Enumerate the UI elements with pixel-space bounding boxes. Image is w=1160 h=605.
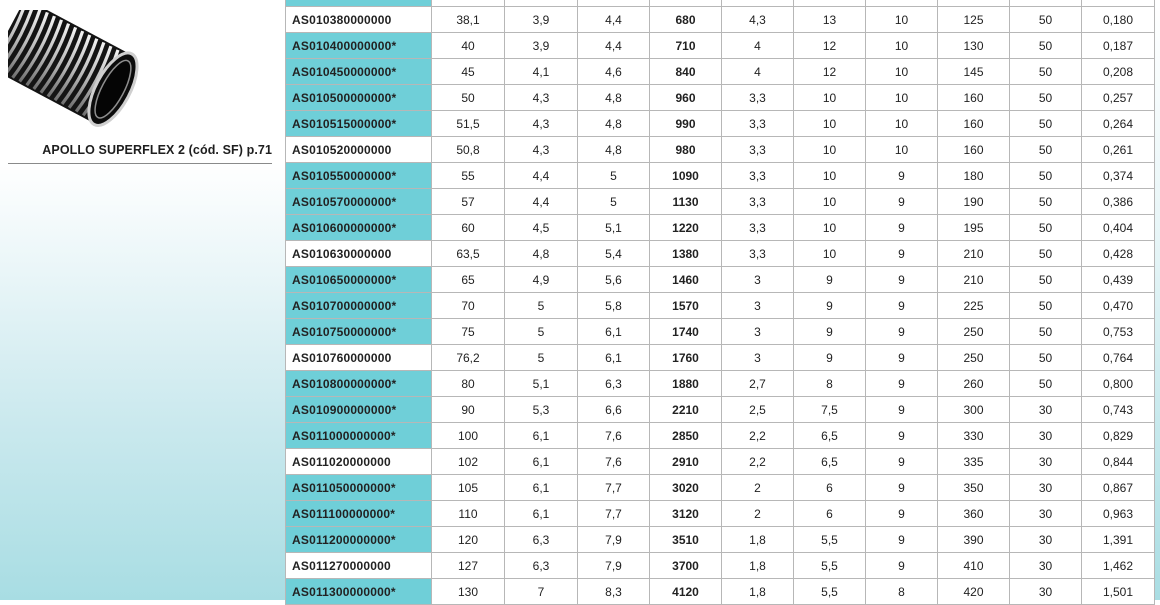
value-cell: 0,867 bbox=[1082, 475, 1155, 501]
value-cell: 2910 bbox=[650, 449, 722, 475]
value-cell: 0,844 bbox=[1082, 449, 1155, 475]
value-cell: 130 bbox=[432, 579, 505, 605]
value-cell: 8 bbox=[794, 371, 866, 397]
value-cell: 75 bbox=[432, 319, 505, 345]
value-cell: 6,1 bbox=[505, 423, 578, 449]
value-cell: 105 bbox=[432, 475, 505, 501]
value-cell: 10 bbox=[794, 137, 866, 163]
value-cell: 9 bbox=[866, 553, 938, 579]
value-cell: 7,7 bbox=[578, 501, 650, 527]
value-cell: 30 bbox=[1010, 449, 1082, 475]
value-cell: 190 bbox=[938, 189, 1010, 215]
table-row bbox=[286, 189, 1155, 215]
value-cell: 960 bbox=[650, 85, 722, 111]
value-cell: 7,9 bbox=[578, 553, 650, 579]
value-cell: 9 bbox=[866, 501, 938, 527]
value-cell: 10 bbox=[866, 33, 938, 59]
value-cell: 10 bbox=[794, 111, 866, 137]
value-cell: 50 bbox=[1010, 319, 1082, 345]
value-cell: 3700 bbox=[650, 553, 722, 579]
value-cell: 50,8 bbox=[432, 137, 505, 163]
value-cell: 50 bbox=[1010, 85, 1082, 111]
value-cell: 10 bbox=[866, 85, 938, 111]
table-row bbox=[286, 501, 1155, 527]
value-cell: 9 bbox=[866, 319, 938, 345]
value-cell: 2,2 bbox=[722, 449, 794, 475]
value-cell: 1760 bbox=[650, 345, 722, 371]
value-cell: 50 bbox=[1010, 293, 1082, 319]
value-cell: 3,3 bbox=[722, 111, 794, 137]
value-cell: 4,9 bbox=[505, 267, 578, 293]
value-cell: 3,9 bbox=[505, 33, 578, 59]
value-cell: 2 bbox=[722, 501, 794, 527]
value-cell: 9 bbox=[866, 371, 938, 397]
table-row bbox=[286, 579, 1155, 605]
value-cell: 5,1 bbox=[505, 371, 578, 397]
value-cell: 3,9 bbox=[505, 7, 578, 33]
value-cell: 5,5 bbox=[794, 553, 866, 579]
table-row bbox=[286, 7, 1155, 33]
value-cell: 45 bbox=[432, 59, 505, 85]
table-row bbox=[286, 423, 1155, 449]
value-cell: 50 bbox=[1010, 137, 1082, 163]
value-cell: 260 bbox=[938, 371, 1010, 397]
value-cell: 1380 bbox=[650, 241, 722, 267]
value-cell: 0,404 bbox=[1082, 215, 1155, 241]
value-cell: 160 bbox=[938, 111, 1010, 137]
value-cell: 350 bbox=[938, 475, 1010, 501]
table-row bbox=[286, 397, 1155, 423]
value-cell: 102 bbox=[432, 449, 505, 475]
value-cell: 2210 bbox=[650, 397, 722, 423]
value-cell: 160 bbox=[938, 85, 1010, 111]
value-cell: 110 bbox=[432, 501, 505, 527]
value-cell: 0,187 bbox=[1082, 33, 1155, 59]
product-caption: APOLLO SUPERFLEX 2 (cód. SF) p.71 bbox=[8, 143, 272, 164]
value-cell: 4,3 bbox=[505, 137, 578, 163]
value-cell: 12 bbox=[794, 59, 866, 85]
value-cell: 0,470 bbox=[1082, 293, 1155, 319]
table-row bbox=[286, 319, 1155, 345]
value-cell: 335 bbox=[938, 449, 1010, 475]
value-cell: 10 bbox=[866, 7, 938, 33]
value-cell: 7,5 bbox=[794, 397, 866, 423]
value-cell: 30 bbox=[1010, 397, 1082, 423]
product-code-cell: AS010550000000* bbox=[286, 163, 432, 189]
value-cell: 5 bbox=[578, 163, 650, 189]
product-code-cell: AS011300000000* bbox=[286, 579, 432, 605]
value-cell: 390 bbox=[938, 527, 1010, 553]
value-cell: 1,8 bbox=[722, 579, 794, 605]
value-cell: 710 bbox=[650, 33, 722, 59]
product-code-cell: AS010900000000* bbox=[286, 397, 432, 423]
value-cell: 5,4 bbox=[578, 241, 650, 267]
product-code-cell: AS011050000000* bbox=[286, 475, 432, 501]
table-row bbox=[286, 215, 1155, 241]
table-row bbox=[286, 345, 1155, 371]
value-cell: 3 bbox=[722, 345, 794, 371]
value-cell: 195 bbox=[938, 215, 1010, 241]
product-code-cell: AS010800000000* bbox=[286, 371, 432, 397]
product-code-cell: AS010520000000 bbox=[286, 137, 432, 163]
product-code-cell: AS011270000000 bbox=[286, 553, 432, 579]
value-cell: 4,3 bbox=[505, 111, 578, 137]
value-cell: 127 bbox=[432, 553, 505, 579]
value-cell: 3510 bbox=[650, 527, 722, 553]
value-cell: 9 bbox=[866, 475, 938, 501]
value-cell: 6,1 bbox=[578, 345, 650, 371]
product-code-cell: AS010450000000* bbox=[286, 59, 432, 85]
table-row bbox=[286, 293, 1155, 319]
value-cell: 360 bbox=[938, 501, 1010, 527]
value-cell: 6,1 bbox=[505, 475, 578, 501]
value-cell: 3,3 bbox=[722, 215, 794, 241]
value-cell: 5,6 bbox=[578, 267, 650, 293]
value-cell: 9 bbox=[866, 397, 938, 423]
table-row bbox=[286, 449, 1155, 475]
value-cell: 10 bbox=[866, 59, 938, 85]
product-code-cell: AS010650000000* bbox=[286, 267, 432, 293]
value-cell: 50 bbox=[1010, 241, 1082, 267]
value-cell: 10 bbox=[794, 241, 866, 267]
value-cell: 6 bbox=[794, 501, 866, 527]
value-cell: 30 bbox=[1010, 501, 1082, 527]
value-cell: 10 bbox=[866, 137, 938, 163]
value-cell: 1,8 bbox=[722, 553, 794, 579]
corrugated-hose-icon bbox=[8, 10, 143, 128]
value-cell: 1,391 bbox=[1082, 527, 1155, 553]
value-cell: 250 bbox=[938, 345, 1010, 371]
value-cell: 9 bbox=[866, 189, 938, 215]
value-cell: 2,7 bbox=[722, 371, 794, 397]
value-cell: 0,753 bbox=[1082, 319, 1155, 345]
product-code-cell: AS011100000000* bbox=[286, 501, 432, 527]
value-cell: 9 bbox=[866, 241, 938, 267]
value-cell: 1090 bbox=[650, 163, 722, 189]
value-cell: 9 bbox=[866, 293, 938, 319]
value-cell: 50 bbox=[1010, 111, 1082, 137]
value-cell: 1570 bbox=[650, 293, 722, 319]
value-cell: 8 bbox=[866, 579, 938, 605]
value-cell: 2,2 bbox=[722, 423, 794, 449]
value-cell: 7,6 bbox=[578, 449, 650, 475]
value-cell: 5,8 bbox=[578, 293, 650, 319]
value-cell: 160 bbox=[938, 137, 1010, 163]
value-cell: 51,5 bbox=[432, 111, 505, 137]
value-cell: 3 bbox=[722, 267, 794, 293]
value-cell: 250 bbox=[938, 319, 1010, 345]
value-cell: 0,743 bbox=[1082, 397, 1155, 423]
value-cell: 10 bbox=[866, 111, 938, 137]
value-cell: 5,3 bbox=[505, 397, 578, 423]
table-row bbox=[286, 553, 1155, 579]
value-cell: 3,3 bbox=[722, 85, 794, 111]
value-cell: 4,4 bbox=[578, 7, 650, 33]
value-cell: 50 bbox=[1010, 345, 1082, 371]
value-cell: 10 bbox=[794, 215, 866, 241]
value-cell: 9 bbox=[794, 319, 866, 345]
table-row bbox=[286, 527, 1155, 553]
value-cell: 4,8 bbox=[578, 111, 650, 137]
value-cell: 30 bbox=[1010, 423, 1082, 449]
value-cell: 5 bbox=[505, 345, 578, 371]
value-cell: 0,257 bbox=[1082, 85, 1155, 111]
value-cell: 2,5 bbox=[722, 397, 794, 423]
value-cell: 125 bbox=[938, 7, 1010, 33]
value-cell: 9 bbox=[866, 449, 938, 475]
product-code-cell: AS010500000000* bbox=[286, 85, 432, 111]
product-code-cell: AS010570000000* bbox=[286, 189, 432, 215]
value-cell: 0,374 bbox=[1082, 163, 1155, 189]
product-panel bbox=[0, 0, 285, 600]
value-cell: 50 bbox=[1010, 267, 1082, 293]
value-cell: 6 bbox=[794, 475, 866, 501]
value-cell: 9 bbox=[866, 423, 938, 449]
value-cell: 50 bbox=[1010, 163, 1082, 189]
value-cell: 1,8 bbox=[722, 527, 794, 553]
value-cell: 0,264 bbox=[1082, 111, 1155, 137]
value-cell: 5,5 bbox=[794, 527, 866, 553]
value-cell: 65 bbox=[432, 267, 505, 293]
value-cell: 0,386 bbox=[1082, 189, 1155, 215]
value-cell: 1130 bbox=[650, 189, 722, 215]
value-cell: 9 bbox=[866, 267, 938, 293]
value-cell: 9 bbox=[866, 163, 938, 189]
value-cell: 145 bbox=[938, 59, 1010, 85]
value-cell: 57 bbox=[432, 189, 505, 215]
value-cell: 9 bbox=[866, 345, 938, 371]
value-cell: 30 bbox=[1010, 527, 1082, 553]
value-cell: 5,5 bbox=[794, 579, 866, 605]
value-cell: 6,3 bbox=[578, 371, 650, 397]
value-cell: 0,261 bbox=[1082, 137, 1155, 163]
value-cell: 10 bbox=[794, 85, 866, 111]
value-cell: 7,9 bbox=[578, 527, 650, 553]
table-row bbox=[286, 59, 1155, 85]
product-code-cell: AS010760000000 bbox=[286, 345, 432, 371]
value-cell: 1,501 bbox=[1082, 579, 1155, 605]
value-cell: 7,6 bbox=[578, 423, 650, 449]
value-cell: 4 bbox=[722, 33, 794, 59]
value-cell: 6,1 bbox=[505, 449, 578, 475]
value-cell: 6,3 bbox=[505, 553, 578, 579]
value-cell: 55 bbox=[432, 163, 505, 189]
value-cell: 420 bbox=[938, 579, 1010, 605]
value-cell: 5,1 bbox=[578, 215, 650, 241]
value-cell: 3120 bbox=[650, 501, 722, 527]
value-cell: 9 bbox=[794, 267, 866, 293]
value-cell: 330 bbox=[938, 423, 1010, 449]
value-cell: 7,7 bbox=[578, 475, 650, 501]
value-cell: 3 bbox=[722, 293, 794, 319]
spec-table-container bbox=[285, 0, 1154, 605]
product-code-cell: AS010515000000* bbox=[286, 111, 432, 137]
spec-table-body bbox=[286, 0, 1155, 605]
value-cell: 3 bbox=[722, 319, 794, 345]
value-cell: 0,208 bbox=[1082, 59, 1155, 85]
product-code-cell: AS011200000000* bbox=[286, 527, 432, 553]
value-cell: 90 bbox=[432, 397, 505, 423]
product-code-cell: AS010600000000* bbox=[286, 215, 432, 241]
value-cell: 30 bbox=[1010, 579, 1082, 605]
table-row bbox=[286, 267, 1155, 293]
table-row bbox=[286, 111, 1155, 137]
value-cell: 4,4 bbox=[578, 33, 650, 59]
table-row bbox=[286, 241, 1155, 267]
value-cell: 8,3 bbox=[578, 579, 650, 605]
value-cell: 5 bbox=[505, 319, 578, 345]
value-cell: 3,3 bbox=[722, 163, 794, 189]
value-cell: 0,963 bbox=[1082, 501, 1155, 527]
value-cell: 50 bbox=[1010, 33, 1082, 59]
value-cell: 0,829 bbox=[1082, 423, 1155, 449]
product-code-cell: AS011000000000* bbox=[286, 423, 432, 449]
value-cell: 9 bbox=[794, 345, 866, 371]
table-row bbox=[286, 163, 1155, 189]
value-cell: 2 bbox=[722, 475, 794, 501]
product-code-cell: AS010630000000 bbox=[286, 241, 432, 267]
product-code-cell: AS010750000000* bbox=[286, 319, 432, 345]
value-cell: 3020 bbox=[650, 475, 722, 501]
value-cell: 130 bbox=[938, 33, 1010, 59]
value-cell: 5 bbox=[578, 189, 650, 215]
value-cell: 990 bbox=[650, 111, 722, 137]
product-code-cell: AS010400000000* bbox=[286, 33, 432, 59]
value-cell: 4,3 bbox=[505, 85, 578, 111]
value-cell: 80 bbox=[432, 371, 505, 397]
table-row bbox=[286, 137, 1155, 163]
value-cell: 4120 bbox=[650, 579, 722, 605]
value-cell: 9 bbox=[794, 293, 866, 319]
value-cell: 0,428 bbox=[1082, 241, 1155, 267]
value-cell: 4,4 bbox=[505, 163, 578, 189]
value-cell: 76,2 bbox=[432, 345, 505, 371]
value-cell: 6,5 bbox=[794, 423, 866, 449]
value-cell: 180 bbox=[938, 163, 1010, 189]
value-cell: 210 bbox=[938, 241, 1010, 267]
value-cell: 4,5 bbox=[505, 215, 578, 241]
value-cell: 4,8 bbox=[578, 137, 650, 163]
value-cell: 70 bbox=[432, 293, 505, 319]
value-cell: 12 bbox=[794, 33, 866, 59]
value-cell: 2850 bbox=[650, 423, 722, 449]
value-cell: 63,5 bbox=[432, 241, 505, 267]
value-cell: 6,6 bbox=[578, 397, 650, 423]
value-cell: 50 bbox=[1010, 7, 1082, 33]
value-cell: 1880 bbox=[650, 371, 722, 397]
value-cell: 1220 bbox=[650, 215, 722, 241]
value-cell: 10 bbox=[794, 163, 866, 189]
value-cell: 120 bbox=[432, 527, 505, 553]
value-cell: 4,6 bbox=[578, 59, 650, 85]
value-cell: 3,3 bbox=[722, 137, 794, 163]
product-code-cell: AS010380000000 bbox=[286, 7, 432, 33]
table-row bbox=[286, 475, 1155, 501]
value-cell: 6,1 bbox=[505, 501, 578, 527]
value-cell: 50 bbox=[1010, 371, 1082, 397]
value-cell: 40 bbox=[432, 33, 505, 59]
value-cell: 50 bbox=[1010, 59, 1082, 85]
value-cell: 300 bbox=[938, 397, 1010, 423]
value-cell: 50 bbox=[1010, 189, 1082, 215]
value-cell: 225 bbox=[938, 293, 1010, 319]
value-cell: 4,8 bbox=[578, 85, 650, 111]
value-cell: 0,764 bbox=[1082, 345, 1155, 371]
value-cell: 1,462 bbox=[1082, 553, 1155, 579]
value-cell: 6,3 bbox=[505, 527, 578, 553]
spec-table bbox=[285, 0, 1155, 605]
value-cell: 1740 bbox=[650, 319, 722, 345]
value-cell: 7 bbox=[505, 579, 578, 605]
value-cell: 980 bbox=[650, 137, 722, 163]
value-cell: 210 bbox=[938, 267, 1010, 293]
value-cell: 4,1 bbox=[505, 59, 578, 85]
value-cell: 4,3 bbox=[722, 7, 794, 33]
value-cell: 6,5 bbox=[794, 449, 866, 475]
value-cell: 30 bbox=[1010, 553, 1082, 579]
value-cell: 4,4 bbox=[505, 189, 578, 215]
value-cell: 50 bbox=[1010, 215, 1082, 241]
value-cell: 1460 bbox=[650, 267, 722, 293]
value-cell: 4 bbox=[722, 59, 794, 85]
value-cell: 840 bbox=[650, 59, 722, 85]
value-cell: 0,180 bbox=[1082, 7, 1155, 33]
value-cell: 0,800 bbox=[1082, 371, 1155, 397]
value-cell: 13 bbox=[794, 7, 866, 33]
product-code-cell: AS010700000000* bbox=[286, 293, 432, 319]
value-cell: 10 bbox=[794, 189, 866, 215]
table-row bbox=[286, 371, 1155, 397]
value-cell: 100 bbox=[432, 423, 505, 449]
value-cell: 410 bbox=[938, 553, 1010, 579]
value-cell: 9 bbox=[866, 527, 938, 553]
value-cell: 50 bbox=[432, 85, 505, 111]
value-cell: 6,1 bbox=[578, 319, 650, 345]
value-cell: 4,8 bbox=[505, 241, 578, 267]
value-cell: 680 bbox=[650, 7, 722, 33]
value-cell: 3,3 bbox=[722, 241, 794, 267]
table-row bbox=[286, 33, 1155, 59]
value-cell: 9 bbox=[866, 215, 938, 241]
table-row bbox=[286, 85, 1155, 111]
product-code-cell: AS011020000000 bbox=[286, 449, 432, 475]
value-cell: 38,1 bbox=[432, 7, 505, 33]
value-cell: 5 bbox=[505, 293, 578, 319]
value-cell: 3,3 bbox=[722, 189, 794, 215]
value-cell: 60 bbox=[432, 215, 505, 241]
value-cell: 30 bbox=[1010, 475, 1082, 501]
value-cell: 0,439 bbox=[1082, 267, 1155, 293]
